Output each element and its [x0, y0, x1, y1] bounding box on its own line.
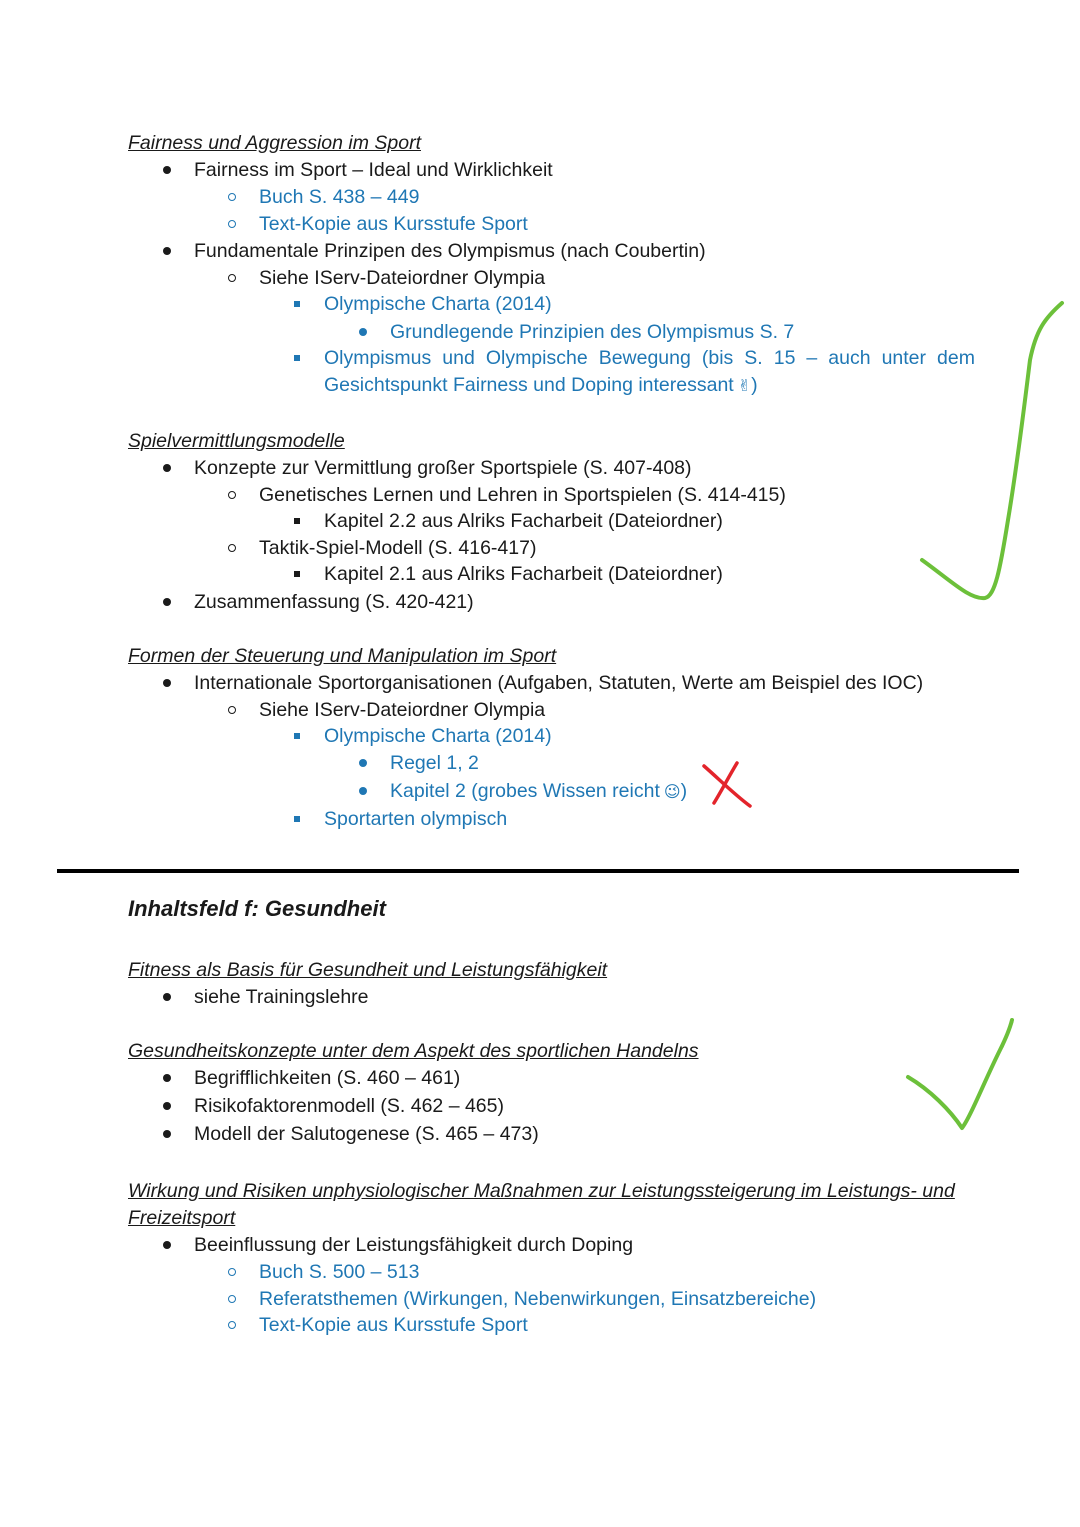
justified-word: (bis	[701, 347, 734, 369]
red-cross-icon	[714, 763, 737, 803]
section-heading-fairness: Fairness und Aggression im Sport	[128, 132, 421, 154]
section-heading-fitness: Fitness als Basis für Gesundheit und Leistungsfähigkeit	[128, 959, 608, 981]
list-item-text: Grundlegende Prinzipien des Olympismus S. 7	[390, 321, 795, 343]
justified-word: Olympismus	[324, 347, 432, 369]
list-item-text: Sportarten olympisch	[324, 808, 508, 830]
list-item-text: Modell der Salutogenese (S. 465 – 473)	[194, 1123, 539, 1145]
green-checkmark-icon	[908, 1020, 1012, 1128]
list-item-text: Buch S. 438 – 449	[259, 186, 420, 208]
justified-word: S.	[744, 347, 763, 369]
red-cross-icon	[704, 766, 750, 806]
section-heading-wirkung-cont: Freizeitsport	[128, 1207, 236, 1229]
section-heading-steuerung: Formen der Steuerung und Manipulation im Sport	[128, 645, 557, 667]
list-item-text: Olympische Charta (2014)	[324, 293, 552, 315]
list-item-text: Text-Kopie aus Kursstufe Sport	[259, 1314, 528, 1336]
list-item-text: Zusammenfassung (S. 420-421)	[194, 591, 474, 613]
list-item-text: Kapitel 2 (grobes Wissen reicht	[390, 780, 660, 802]
list-item-text: Referatsthemen (Wirkungen, Nebenwirkungen, Einsatzbereiche)	[259, 1288, 817, 1310]
list-item-text: Beeinflussung der Leistungsfähigkeit durch Doping	[194, 1234, 634, 1256]
list-item-text: Internationale Sportorganisationen (Aufgaben, Statuten, Werte am Beispiel des IOC)	[194, 672, 924, 694]
green-checkmark-tail-icon	[1002, 1022, 1012, 1047]
justified-word: und	[442, 347, 475, 369]
list-item-text: Olympische Charta (2014)	[324, 725, 552, 747]
list-item-text: Fundamentale Prinzipen des Olympismus (nach Coubertin)	[194, 240, 706, 262]
list-item-text: Taktik-Spiel-Modell (S. 416-417)	[259, 537, 537, 559]
list-item-text: Fairness im Sport – Ideal und Wirklichkeit	[194, 159, 553, 181]
page-section-title: Inhaltsfeld f: Gesundheit	[128, 896, 386, 921]
list-item-text: Siehe IServ-Dateiordner Olympia	[259, 267, 546, 289]
justified-word: dem	[937, 347, 975, 369]
section-heading-wirkung: Wirkung und Risiken unphysiologischer Maßnahmen zur Leistungssteigerung im Leistungs- und	[128, 1180, 955, 1202]
list-item-text: Konzepte zur Vermittlung großer Sportspiele (S. 407-408)	[194, 457, 692, 479]
victory-hand-icon: ✌	[737, 378, 752, 395]
list-item-text: Text-Kopie aus Kursstufe Sport	[259, 213, 528, 235]
wink-emoji-icon: 😉	[663, 784, 681, 801]
justified-word: Olympische	[485, 347, 588, 369]
closing-paren: )	[680, 780, 688, 802]
justified-word: 15	[773, 347, 796, 369]
list-item-text: Siehe IServ-Dateiordner Olympia	[259, 699, 546, 721]
section-heading-gesundheitskonzepte: Gesundheitskonzepte unter dem Aspekt des sportlichen Handelns	[128, 1040, 699, 1062]
list-item-text: Regel 1, 2	[390, 752, 479, 774]
justified-word: –	[806, 347, 818, 369]
list-item-text: Gesichtspunkt Fairness und Doping interessant	[324, 374, 734, 396]
list-item-text: siehe Trainingslehre	[194, 986, 369, 1008]
list-item-text: Risikofaktorenmodell (S. 462 – 465)	[194, 1095, 504, 1117]
list-item-text: Kapitel 2.2 aus Alriks Facharbeit (Dateiordner)	[324, 510, 723, 532]
justified-word: auch	[828, 347, 871, 369]
closing-paren: )	[751, 374, 758, 396]
justified-word: unter	[881, 347, 927, 369]
list-item-text: Genetisches Lernen und Lehren in Sportspielen (S. 414-415)	[259, 484, 786, 506]
justified-word: Bewegung	[598, 347, 691, 369]
list-item-text: Begrifflichkeiten (S. 460 – 461)	[194, 1067, 461, 1089]
list-item-text: Kapitel 2.1 aus Alriks Facharbeit (Dateiordner)	[324, 563, 723, 585]
section-heading-spielvermittlung: Spielvermittlungsmodelle	[128, 430, 345, 452]
list-item-text: Buch S. 500 – 513	[259, 1261, 420, 1283]
green-checkmark-icon	[922, 303, 1062, 598]
